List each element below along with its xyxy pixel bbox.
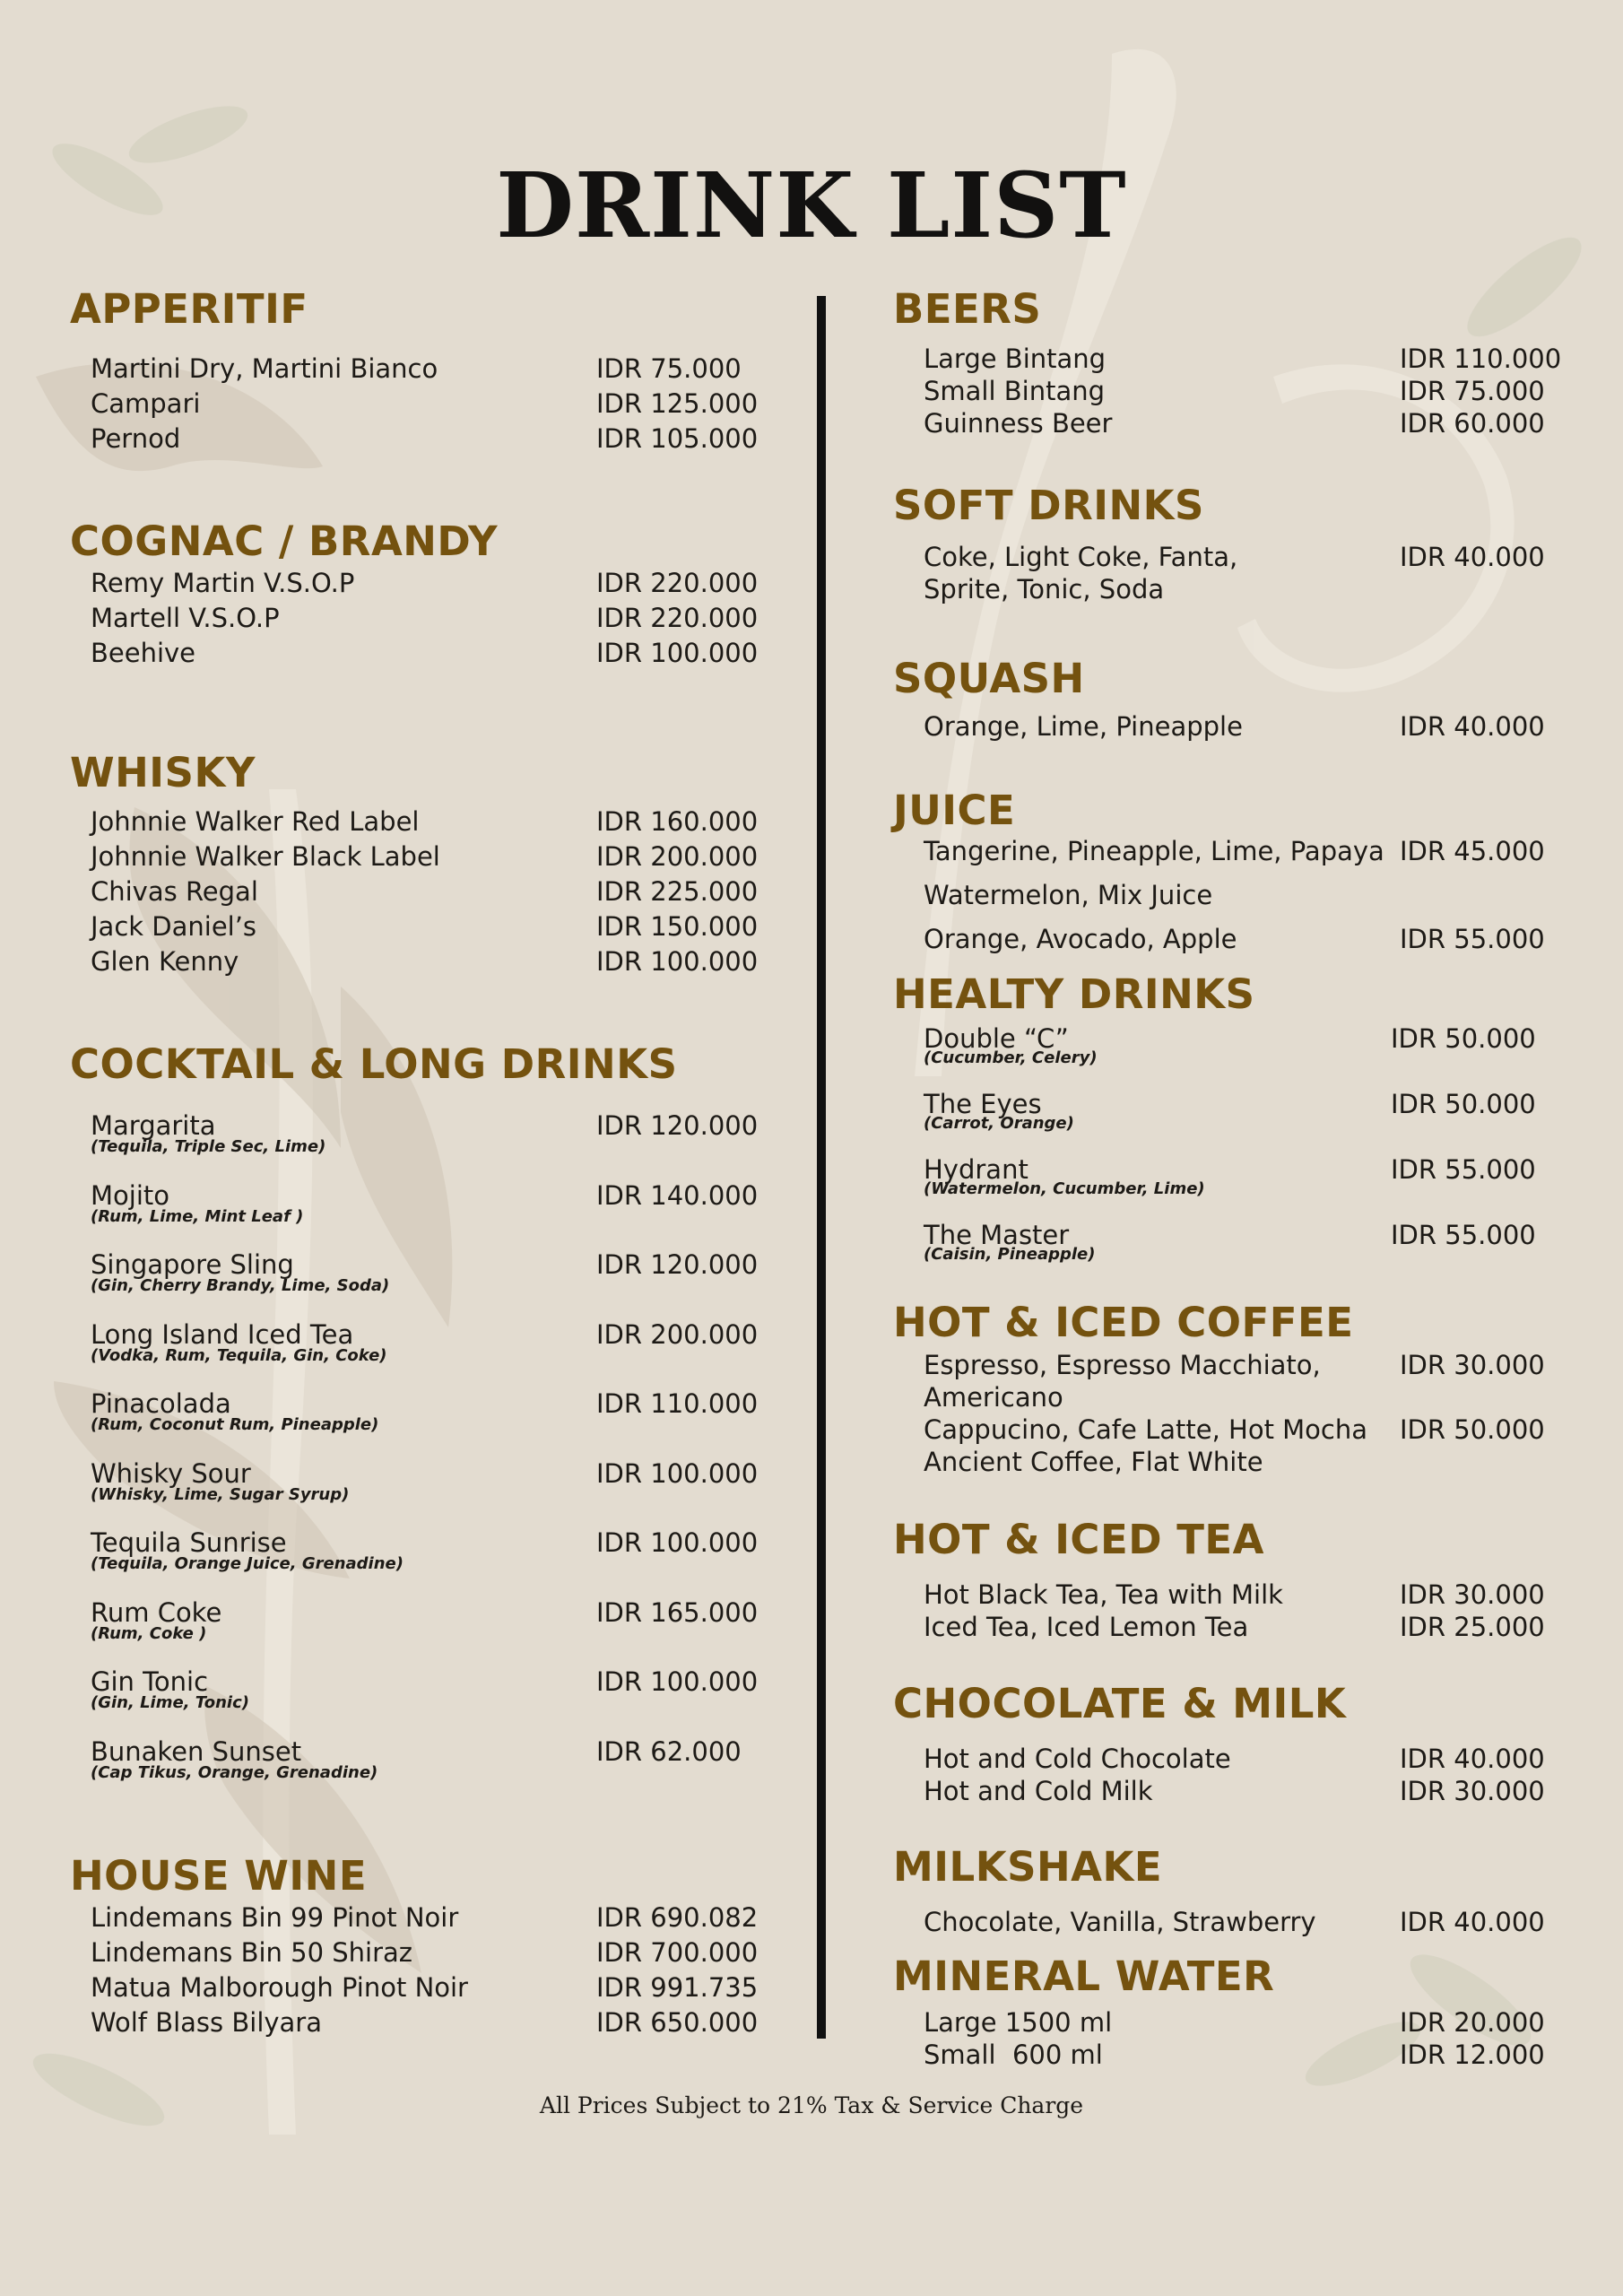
item-name: Iced Tea, Iced Lemon Tea [924,1612,1249,1642]
list-item [893,1381,1575,1413]
item-list [893,1906,1575,1938]
item-price: IDR 100.000 [596,946,759,977]
list-item [70,601,778,636]
item-name: Lindemans Bin 50 Shiraz [91,1937,413,1968]
item-name: Hydrant [924,1154,1028,1185]
item-name: Coke, Light Coke, Fanta, [924,542,1238,572]
item-name: The Eyes [924,1089,1042,1119]
section-beers [893,285,1575,439]
section-heading: JUICE [893,787,1016,834]
item-price: IDR 160.000 [596,806,759,837]
item-price: IDR 30.000 [1400,1579,1545,1610]
item-price: IDR 25.000 [1400,1612,1545,1642]
item-list [893,1743,1575,1807]
list-item [893,1088,1575,1153]
item-name: Wolf Blass Bilyara [91,2007,322,2038]
item-list [893,830,1575,961]
section-hot-iced-coffee [893,1299,1575,1478]
item-name: Margarita [91,1110,216,1141]
list-item [893,1153,1575,1219]
list-item [893,874,1575,918]
section-cognac [70,517,778,671]
list-item [70,909,778,944]
item-name: Singapore Sling [91,1249,294,1280]
item-ingredients: (Rum, Coconut Rum, Pineapple) [91,1415,379,1434]
item-ingredients: (Rum, Coke ) [91,1623,207,1643]
item-price: IDR 55.000 [1400,924,1545,954]
list-item [893,710,1575,743]
item-ingredients: (Gin, Lime, Tonic) [91,1693,250,1712]
item-name: Jack Daniel’s [91,911,257,942]
item-name: Matua Malborough Pinot Noir [91,1972,468,2003]
item-list [70,1900,778,2040]
item-price: IDR 120.000 [596,1110,759,1141]
item-price: IDR 30.000 [1400,1350,1545,1380]
item-ingredients: (Tequila, Triple Sec, Lime) [91,1137,326,1156]
item-list [893,1349,1575,1478]
list-item [893,1775,1575,1807]
item-price: IDR 40.000 [1400,711,1545,742]
item-ingredients: (Caisin, Pineapple) [924,1245,1096,1264]
item-name: Espresso, Espresso Macchiato, [924,1350,1321,1380]
item-name: Lindemans Bin 99 Pinot Noir [91,1902,459,1933]
item-name: Cappucino, Cafe Latte, Hot Mocha [924,1414,1368,1445]
item-price: IDR 100.000 [596,1666,759,1697]
item-name: Watermelon, Mix Juice [924,880,1213,910]
list-item [893,1446,1575,1478]
section-heading: HEALTY DRINKS [893,970,1255,1018]
section-cocktail [70,1040,778,1804]
item-ingredients: (Cucumber, Celery) [924,1048,1098,1067]
item-name: Sprite, Tonic, Soda [924,574,1165,604]
item-name: Small 600 ml [924,2039,1103,2070]
item-price: IDR 12.000 [1400,2039,1545,2070]
item-price: IDR 105.000 [596,423,759,454]
list-item [70,1596,778,1665]
list-item [893,375,1575,407]
section-hot-iced-tea [893,1516,1575,1643]
section-heading: BEERS [893,285,1042,333]
item-name: Tangerine, Pineapple, Lime, Papaya [924,836,1384,866]
section-heading: CHOCOLATE & MILK [893,1680,1347,1727]
item-list [893,343,1575,439]
item-name: Johnnie Walker Black Label [91,841,440,872]
item-price: IDR 55.000 [1391,1154,1536,1185]
item-name: Chocolate, Vanilla, Strawberry [924,1907,1316,1937]
list-item [70,1935,778,1970]
item-name: Orange, Lime, Pineapple [924,711,1243,742]
item-ingredients: (Whisky, Lime, Sugar Syrup) [91,1484,350,1504]
section-milkshake [893,1843,1575,1938]
item-price: IDR 650.000 [596,2007,759,2038]
list-item [70,1970,778,2005]
list-item [70,1387,778,1457]
item-name: Guinness Beer [924,408,1113,439]
item-list [893,1022,1575,1284]
item-price: IDR 45.000 [1400,836,1545,866]
item-list [893,2006,1575,2071]
item-price: IDR 200.000 [596,1318,759,1350]
item-name: Hot and Cold Milk [924,1776,1153,1806]
list-item [893,541,1575,573]
item-name: Large Bintang [924,344,1107,374]
list-item [893,1349,1575,1381]
list-item [70,1178,778,1248]
item-price: IDR 110.000 [1400,344,1562,374]
item-price: IDR 40.000 [1400,1907,1545,1937]
item-price: IDR 220.000 [596,568,759,598]
page-title: DRINK LIST [496,152,1127,258]
item-price: IDR 55.000 [1391,1220,1536,1250]
item-name: Long Island Iced Tea [91,1318,354,1350]
item-name: Hot Black Tea, Tea with Milk [924,1579,1283,1610]
section-heading: COGNAC / BRANDY [70,517,499,565]
list-item [893,1578,1575,1611]
list-item [893,830,1575,874]
item-price: IDR 220.000 [596,603,759,633]
list-item [893,407,1575,439]
list-item [893,343,1575,375]
item-name: Small Bintang [924,376,1106,406]
item-price: IDR 120.000 [596,1249,759,1280]
item-name: Whisky Sour [91,1457,251,1489]
item-ingredients: (Rum, Lime, Mint Leaf ) [91,1206,304,1226]
item-price: IDR 30.000 [1400,1776,1545,1806]
item-price: IDR 100.000 [596,1457,759,1489]
section-heading: MILKSHAKE [893,1843,1163,1891]
item-price: IDR 165.000 [596,1596,759,1628]
item-ingredients: (Vodka, Rum, Tequila, Gin, Coke) [91,1345,387,1365]
item-list [70,352,778,457]
item-name: Hot and Cold Chocolate [924,1744,1231,1774]
item-ingredients: (Cap Tikus, Orange, Grenadine) [91,1762,378,1782]
section-juice [893,787,1575,961]
list-item [70,1526,778,1596]
item-price: IDR 991.735 [596,1972,759,2003]
list-item [893,1906,1575,1938]
section-house-wine [70,1852,778,2040]
item-price: IDR 125.000 [596,388,759,419]
item-ingredients: (Tequila, Orange Juice, Grenadine) [91,1554,404,1573]
list-item [893,1022,1575,1088]
list-item [70,944,778,979]
section-healty-drinks [893,970,1575,1284]
item-price: IDR 75.000 [596,353,742,384]
section-heading: MINERAL WATER [893,1952,1275,2000]
item-name: Mojito [91,1179,169,1211]
list-item [893,1413,1575,1446]
section-heading: WHISKY [70,749,256,796]
list-item [893,2039,1575,2071]
item-name: Martini Dry, Martini Bianco [91,353,438,384]
section-heading: COCKTAIL & LONG DRINKS [70,1040,678,1088]
item-name: Orange, Avocado, Apple [924,924,1237,954]
item-name: Ancient Coffee, Flat White [924,1447,1263,1477]
section-squash [893,655,1575,743]
list-item [70,1318,778,1387]
list-item [893,918,1575,961]
section-soft-drinks [893,482,1575,605]
item-name: Campari [91,388,201,419]
list-item [893,1219,1575,1284]
item-name: Glen Kenny [91,946,239,977]
item-ingredients: (Watermelon, Cucumber, Lime) [924,1179,1205,1198]
list-item [70,636,778,671]
list-item [70,387,778,422]
item-name: Large 1500 ml [924,2007,1113,2038]
item-name: Bunaken Sunset [91,1735,302,1767]
section-heading: HOT & ICED COFFEE [893,1299,1354,1346]
section-heading: SQUASH [893,655,1085,702]
item-name: Gin Tonic [91,1666,209,1697]
item-name: Chivas Regal [91,876,258,907]
item-ingredients: (Gin, Cherry Brandy, Lime, Soda) [91,1276,390,1295]
item-name: Americano [924,1382,1063,1413]
item-name: The Master [924,1220,1070,1250]
list-item [70,1457,778,1526]
item-ingredients: (Carrot, Orange) [924,1114,1074,1133]
item-price: IDR 60.000 [1400,408,1545,439]
section-heading: HOUSE WINE [70,1852,368,1900]
item-list [893,1578,1575,1643]
item-price: IDR 100.000 [596,638,759,668]
item-name: Double “C” [924,1023,1069,1054]
list-item [70,1665,778,1735]
item-list [70,804,778,979]
item-name: Beehive [91,638,196,668]
item-name: Martell V.S.O.P [91,603,280,633]
section-apperitif [70,285,778,457]
item-name: Pernod [91,423,181,454]
list-item [70,422,778,457]
item-price: IDR 100.000 [596,1527,759,1558]
section-chocolate-milk [893,1680,1575,1807]
section-mineral-water [893,1952,1575,2071]
item-list [70,566,778,671]
list-item [893,573,1575,605]
column-divider [817,296,826,2039]
list-item [893,2006,1575,2039]
section-heading: SOFT DRINKS [893,482,1204,529]
item-list [70,1109,778,1804]
item-price: IDR 150.000 [596,911,759,942]
list-item [70,874,778,909]
item-list [893,710,1575,743]
item-price: IDR 225.000 [596,876,759,907]
item-price: IDR 700.000 [596,1937,759,1968]
item-price: IDR 140.000 [596,1179,759,1211]
item-price: IDR 40.000 [1400,542,1545,572]
section-heading: APPERITIF [70,285,308,333]
item-name: Tequila Sunrise [91,1527,287,1558]
list-item [70,2005,778,2040]
item-price: IDR 110.000 [596,1388,759,1419]
list-item [893,1743,1575,1775]
section-heading: HOT & ICED TEA [893,1516,1264,1563]
item-name: Remy Martin V.S.O.P [91,568,355,598]
list-item [70,1109,778,1178]
item-price: IDR 50.000 [1400,1414,1545,1445]
list-item [70,804,778,839]
item-name: Pinacolada [91,1388,231,1419]
list-item [893,1611,1575,1643]
section-whisky [70,749,778,979]
item-price: IDR 50.000 [1391,1023,1536,1054]
list-item [70,1735,778,1805]
tax-note: All Prices Subject to 21% Tax & Service Charge [539,2092,1084,2118]
item-price: IDR 40.000 [1400,1744,1545,1774]
list-item [70,566,778,601]
list-item [70,352,778,387]
item-price: IDR 20.000 [1400,2007,1545,2038]
list-item [70,1900,778,1935]
list-item [70,1248,778,1318]
item-name: Rum Coke [91,1596,222,1628]
item-price: IDR 75.000 [1400,376,1545,406]
item-price: IDR 690.082 [596,1902,759,1933]
item-list [893,541,1575,605]
list-item [70,839,778,874]
item-name: Johnnie Walker Red Label [91,806,420,837]
item-price: IDR 50.000 [1391,1089,1536,1119]
item-price: IDR 62.000 [596,1735,742,1767]
item-price: IDR 200.000 [596,841,759,872]
